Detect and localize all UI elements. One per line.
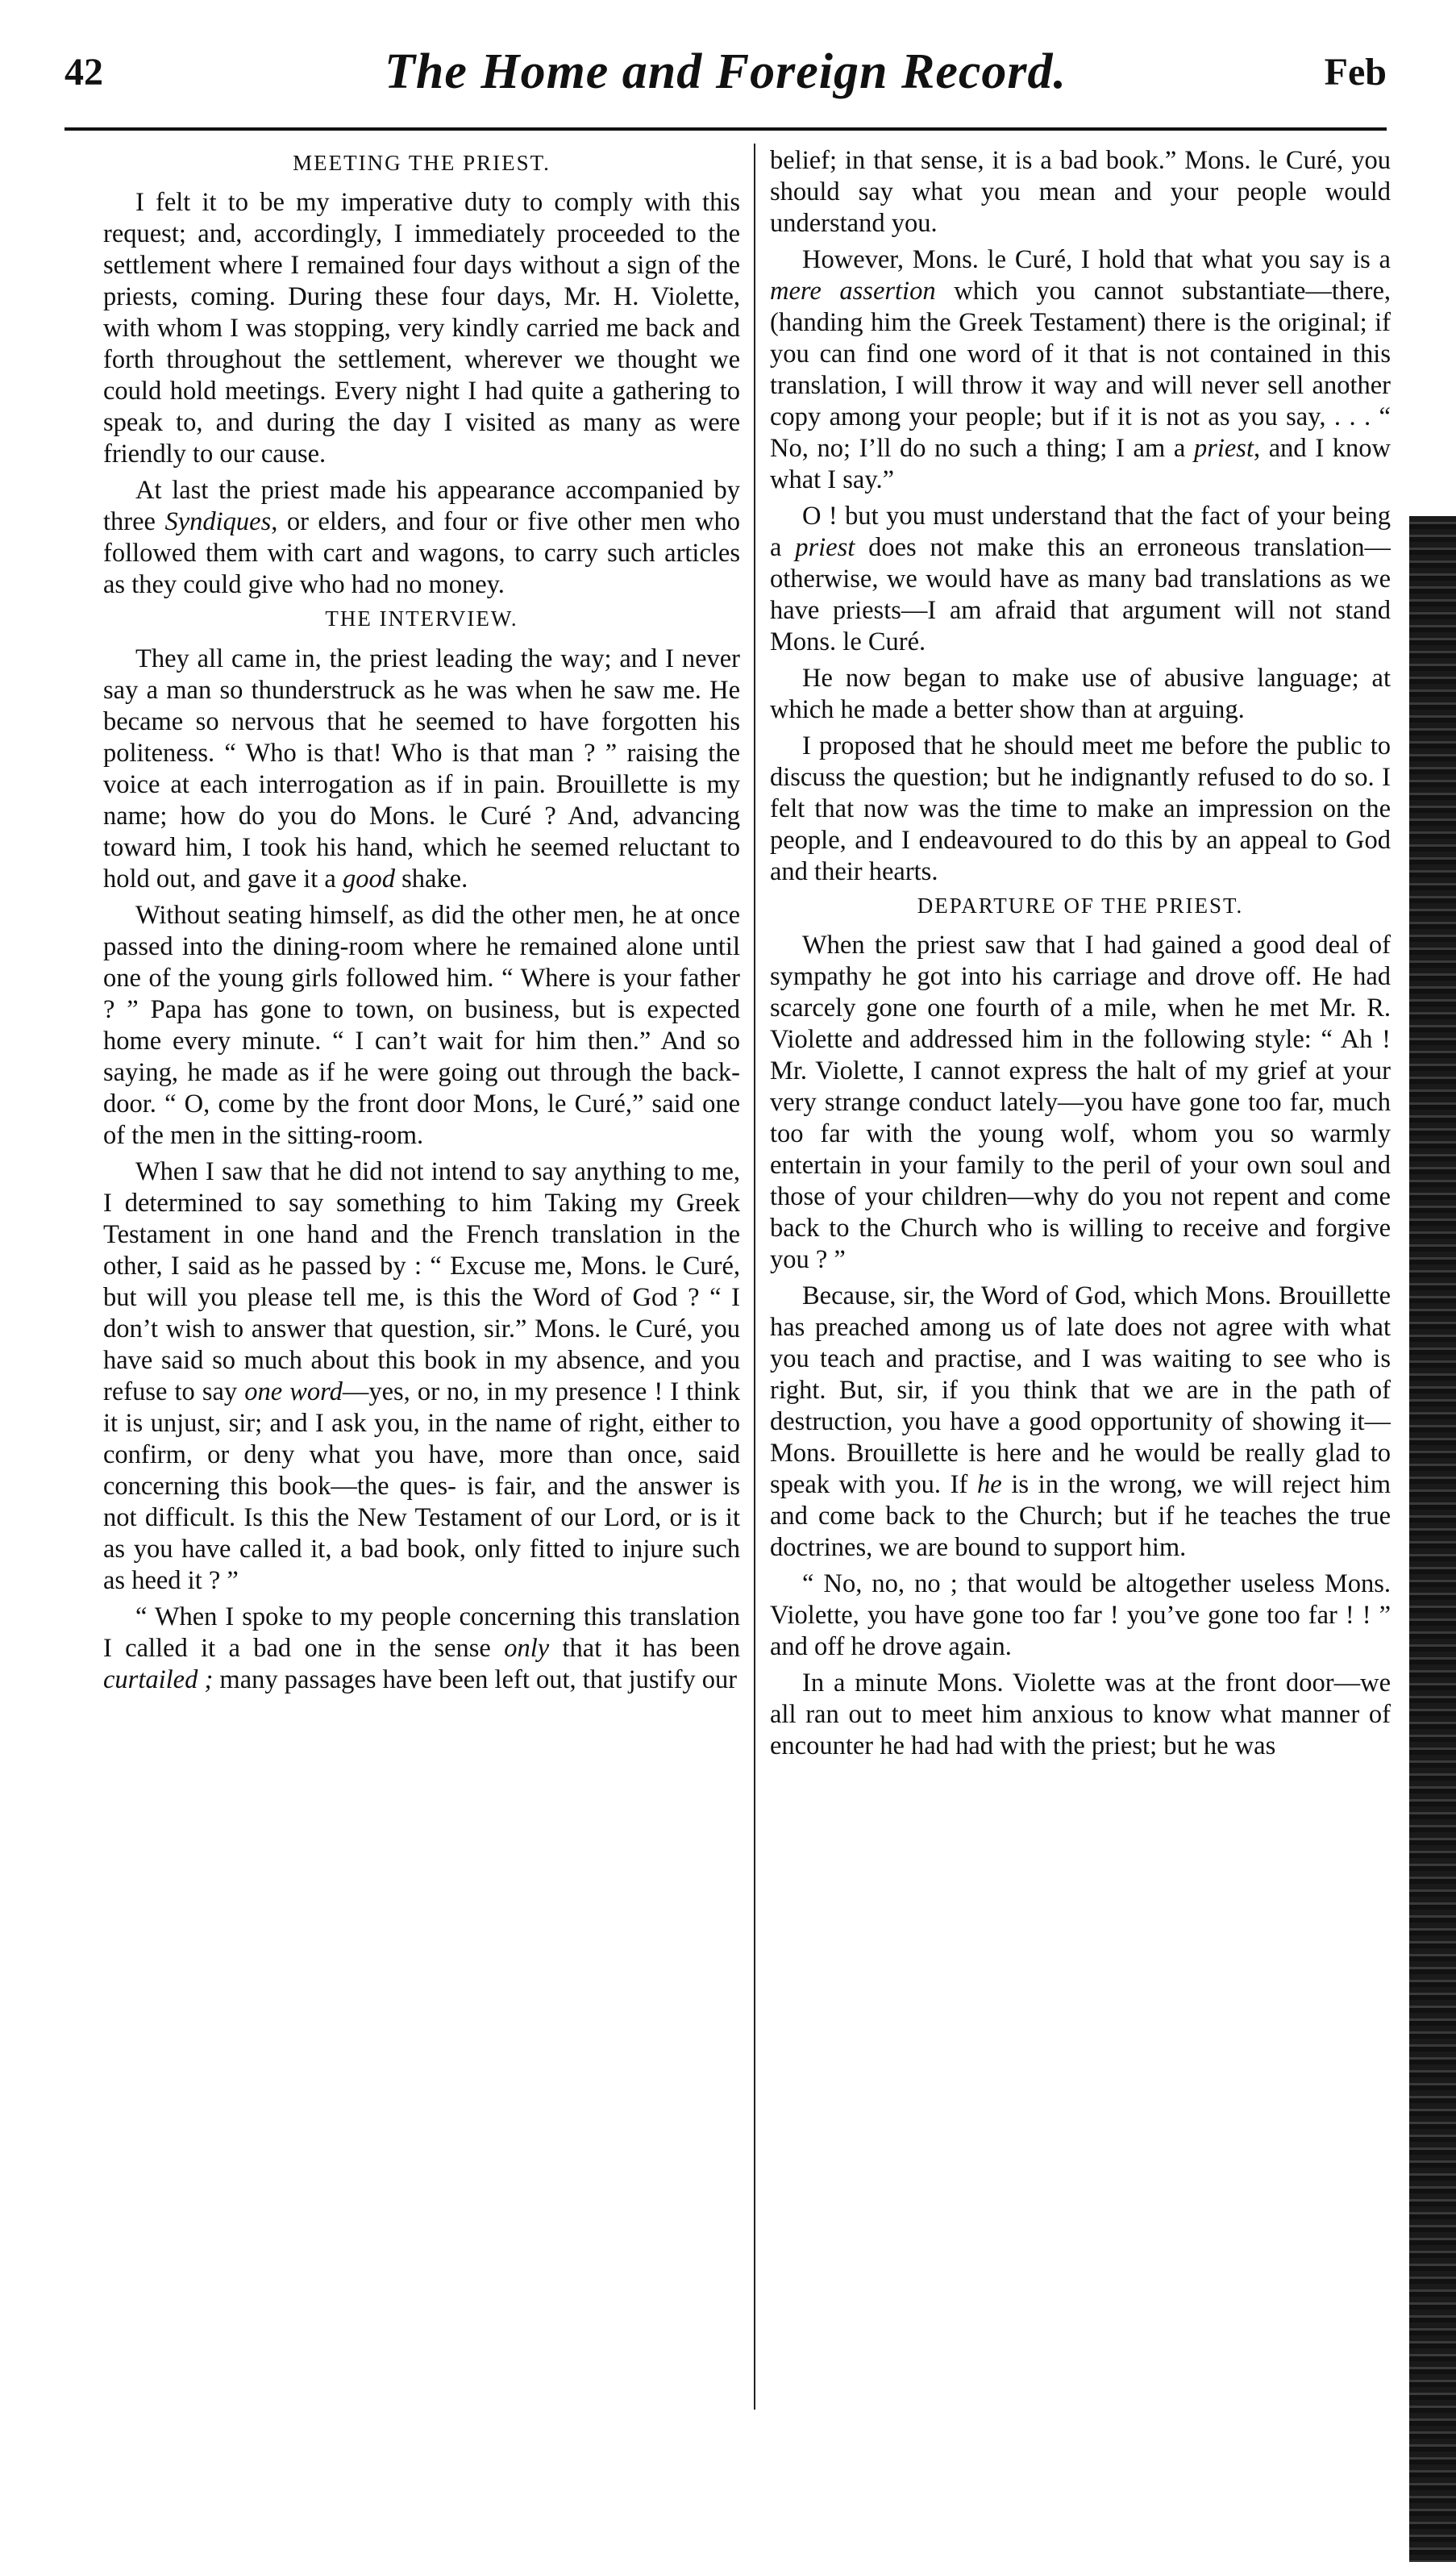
page-header (64, 32, 1387, 121)
section-heading-meeting: MEETING THE PRIEST. (293, 151, 551, 175)
paragraph: I felt it to be my imperative duty to comply with this request; and, accordingly, I immediately proceeded to the settlement where I remained four days without a sign of the priests, coming. During these four days, Mr. H. Violette, with whom I was stopping, very kindly carried me back and forth throughout the settlement, wherever we thought we could hold meetings. Every night I had quite a gathering to speak to, and during the day I visited as many as were friendly to our cause. (103, 188, 740, 469)
paragraph: Because, sir, the Word of God, which Mons. Brouillette has preached among us of late does not agree with what you teach and practise, and I was waiting to see who is right. But, sir, if you think that we are in the path of destruction, you have a good opportunity of showing it—Mons. Brouillette is here and he would be really glad to speak with you. If he is in the wrong, we will reject him and come back to the Church; but if he teaches the true doctrines, we are bound to support him. (770, 1281, 1391, 1563)
paragraph: They all came in, the priest leading the way; and I never say a man so thunderstruck as he was when he saw me. He became so nervous that he seemed to have forgotten his politeness. “ Who is that! Who is that man ? ” raising the voice at each interrogation as if in pain. Brouillette is my name; how do you do Mons. le Curé ? And, advancing toward him, I took his hand, which he seemed reluctant to hold out, and gave it a good shake. (103, 644, 740, 894)
paragraph: Without seating himself, as did the other men, he at once passed into the dining-room where he remained alone until one of the young girls followed him. “ Where is your father ? ” Papa has gone to town, on business, but is expected home every minute. “ I can’t wait for him then.” And so saying, he made as if he were going out through the back-door. “ O, come by the front door Mons, le Curé,” said one of the men in the sitting-room. (103, 900, 740, 1150)
section-heading-interview: THE INTERVIEW. (325, 606, 518, 631)
running-month: Feb (1324, 51, 1387, 94)
paragraph: belief; in that sense, it is a bad book.” Mons. le Curé, you should say what you mean and your people would understand you. (770, 146, 1391, 238)
paragraph: At last the priest made his appearance accompanied by three Syndiques, or elders, and four or five other men who followed them with cart and wagons, to carry such articles as they could give who had no money. (103, 476, 740, 600)
column-divider (754, 144, 755, 2410)
paragraph: “ No, no, no ; that would be altogether useless Mons. Violette, you have gone too far ! you’ve gone too far ! ! ” and off he drove again. (770, 1569, 1391, 1662)
right-column (770, 145, 1391, 2419)
paragraph: However, Mons. le Curé, I hold that what you say is a mere assertion which you cannot substantiate—there, (handing him the Greek Testament) there is the original; if you can find one word of it that is not contained in this translation, I will throw it way and will never sell another copy among your people; but if it is not as you say, . . . “ No, no; I’ll do no such a thing; I am a priest, and I know what I say.” (770, 245, 1391, 494)
paragraph: I proposed that he should meet me before the public to discuss the question; but he indignantly refused to do so. I felt that now was the time to make an impression on the people, and I endeavoured to do this by an appeal to God and their hearts. (770, 731, 1391, 886)
running-title: The Home and Foreign Record. (384, 44, 1067, 99)
paragraph: In a minute Mons. Violette was at the front door—we all ran out to meet him anxious to know what manner of encounter he had had with the priest; but he was (770, 1668, 1391, 1761)
left-column (103, 145, 740, 2419)
paragraph: When the priest saw that I had gained a good deal of sympathy he got into his carriage and drove off. He had scarcely gone one fourth of a mile, when he met Mr. R. Violette and addressed him in the following style: “ Ah ! Mr. Violette, I cannot express the halt of my grief at your very strange conduct lately—you have gone too far, much too far with the young wolf, whom you so warmly entertain in your family to the peril of your own soul and those of your children—why do you not repent and come back to the Church who is willing to receive and forgive you ? ” (770, 931, 1391, 1275)
page-number: 42 (64, 51, 103, 94)
paragraph: When I saw that he did not intend to say anything to me, I determined to say something to him Taking my Greek Testament in one hand and the French translation in the other, I said as he passed by : “ Excuse me, Mons. le Curé, but will you please tell me, is this the Word of God ? “ I don’t wish to answer that question, sir.” Mons. le Curé, you have said so much about this book in my absence, and you refuse to say one word—yes, or no, in my presence ! I think it is unjust, sir; and I ask you, in the name of right, either to confirm, or deny what you have, more than once, said concerning this book—the ques- is fair, and the answer is not difficult. Is this the New Testament of our Lord, or is it as you have called it, a bad book, only fitted to injure such as heed it ? ” (103, 1156, 740, 1595)
section-heading-departure: DEPARTURE OF THE PRIEST. (917, 894, 1244, 918)
paragraph: He now began to make use of abusive language; at which he made a better show than at arguing. (770, 664, 1391, 724)
paragraph: O ! but you must understand that the fact of your being a priest does not make this an erroneous translation—otherwise, we would have as many bad translations as we have priests—I am afraid that argument will not stand Mons. le Curé. (770, 502, 1391, 656)
header-rule (64, 127, 1387, 131)
paragraph: “ When I spoke to my people concerning this translation I called it a bad one in the sense only that it has been curtailed ; many passages have been left out, that justify our (103, 1602, 740, 1694)
page-edge-shadow (1409, 516, 1456, 2562)
